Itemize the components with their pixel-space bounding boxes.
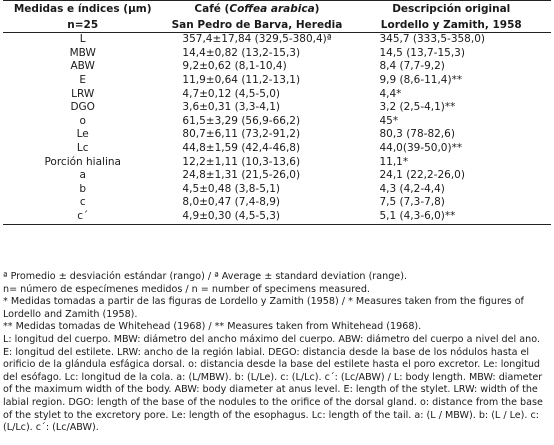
table-row <box>3 156 551 170</box>
cafe-value: 4,7±0,12 (4,5-5,0) <box>182 87 281 100</box>
original-value: 345,7 (333,5-358,0) <box>379 33 485 46</box>
original-value: 7,5 (7,3-7,8) <box>379 196 445 209</box>
table-header <box>3 1 551 33</box>
row-label: E <box>79 73 87 86</box>
cafe-value: 44,8±1,59 (42,4-46,8) <box>182 141 301 154</box>
row-label: DGO <box>70 101 95 114</box>
original-value: 45* <box>379 114 399 127</box>
row-label: LRW <box>71 87 95 100</box>
original-value: 4,3 (4,2-4,4) <box>379 182 445 195</box>
row-label: o <box>79 114 86 127</box>
original-value: 44,0(39-50,0)** <box>379 141 463 154</box>
footnote: n= número de especímenes medidos / n = number of specimens measured. <box>3 283 370 295</box>
header-n: n=25 <box>3 17 162 33</box>
row-label: Lc <box>76 141 89 154</box>
cafe-value: 4,9±0,30 (4,5-5,3) <box>162 210 351 224</box>
cafe-value: 24,8±1,31 (21,5-26,0) <box>182 169 301 182</box>
header-measures: Medidas e índices (µm) <box>3 1 162 17</box>
cafe-value: 4,5±0,48 (3,8-5,1) <box>182 182 281 195</box>
header-source: Lordello y Zamith, 1958 <box>351 17 551 33</box>
row-label: Porción hialina <box>44 155 121 168</box>
header-location: San Pedro de Barva, Heredia <box>162 17 351 33</box>
table-row <box>3 183 551 197</box>
header-row-2 <box>3 17 551 33</box>
cafe-value: 8,0±0,47 (7,4-8,9) <box>182 196 281 209</box>
cafe-value: 14,4±0,82 (13,2-15,3) <box>182 46 301 59</box>
footnote-abbreviations: L: longitud del cuerpo. MBW: diámetro del ancho máximo del cuerpo. ABW: diámetro del cuerpo a nivel del ano. E: longitud del estilete. LRW: ancho de la región labial. DEGO: distancia desde la base de los nódulos hasta el orificio de la glándula esfágica dorsal. o: distancia desde la base del estilete hasta el poro excretor. Le: longitud del esófago. Lc: longitud de la cola. a: (L/MBW). b: (L/Le). c: (L/Lc). c´: (Lc/ABW) / L: body length. MBW: diameter of the maximum width of the body. ABW: body diameter at anus level. E: length of the stylet. LRW: width of the labial region. DGO: length of the base of the nodules to the orifice of the dorsal gland. o: distance from the base of the stylet to the excretory pore. Le: length of the esophagus. Lc: length of the tail. a: (L / MBW). b: (L / Le). c: (L/Lc). c´: (Lc/ABW). <box>3 333 543 434</box>
table-row <box>3 196 551 210</box>
table-row <box>3 33 551 47</box>
original-value: 14,5 (13,7-15,3) <box>379 46 465 59</box>
row-label: c´ <box>3 210 162 224</box>
cafe-value: 80,7±6,11 (73,2-91,2) <box>182 128 301 141</box>
footnote: * Medidas tomadas a partir de las figuras de Lordello y Zamith (1958) / * Measures taken from the figures of Lordello and Zamith (1958). <box>3 296 524 320</box>
footnote: ** Medidas tomadas de Whitehead (1968) / ** Measures taken from Whitehead (1968). <box>3 321 422 333</box>
table-row <box>3 47 551 61</box>
original-value: 4,4* <box>379 87 402 100</box>
original-value: 8,4 (7,7-9,2) <box>379 60 445 73</box>
row-label: MBW <box>69 46 96 59</box>
header-cafe: Café (Coffea arabica) <box>162 1 351 17</box>
original-value: 80,3 (78-82,6) <box>379 128 455 141</box>
measurements-table <box>3 0 551 225</box>
table-row <box>3 101 551 115</box>
cafe-value: 9,2±0,62 (8,1-10,4) <box>182 60 287 73</box>
table-row <box>3 169 551 183</box>
row-label: ABW <box>70 60 95 73</box>
cafe-value: 11,9±0,64 (11,2-13,1) <box>182 73 301 86</box>
cafe-value: 12,2±1,11 (10,3-13,6) <box>182 155 301 168</box>
original-value: 11,1* <box>379 155 409 168</box>
table-row <box>3 88 551 102</box>
row-label: L <box>79 33 86 46</box>
original-value: 5,1 (4,3-6,0)** <box>351 210 551 224</box>
table-row <box>3 128 551 142</box>
table-row <box>3 115 551 129</box>
original-value: 24,1 (22,2-26,0) <box>379 169 465 182</box>
cafe-value: 357,4±17,84 (329,5-380,4)ª <box>182 33 332 46</box>
cafe-value: 3,6±0,31 (3,3-4,1) <box>182 101 281 114</box>
table-row <box>3 74 551 88</box>
row-label: b <box>79 182 87 195</box>
table-row <box>3 142 551 156</box>
row-label: a <box>79 169 86 182</box>
table-body <box>3 33 551 224</box>
original-value: 3,2 (2,5-4,1)** <box>379 101 456 114</box>
table-footnotes <box>3 271 549 435</box>
header-original: Descripción original <box>351 1 551 17</box>
cafe-value: 61,5±3,29 (56,9-66,2) <box>182 114 301 127</box>
footnote: ª Promedio ± desviación estándar (rango) / ª Average ± standard deviation (range). <box>3 271 407 282</box>
header-row-1 <box>3 1 551 17</box>
original-value: 9,9 (8,6-11,4)** <box>379 73 463 86</box>
row-label: Le <box>76 128 89 141</box>
table-row <box>3 60 551 74</box>
row-label: c <box>79 196 86 209</box>
table-row <box>3 210 551 224</box>
